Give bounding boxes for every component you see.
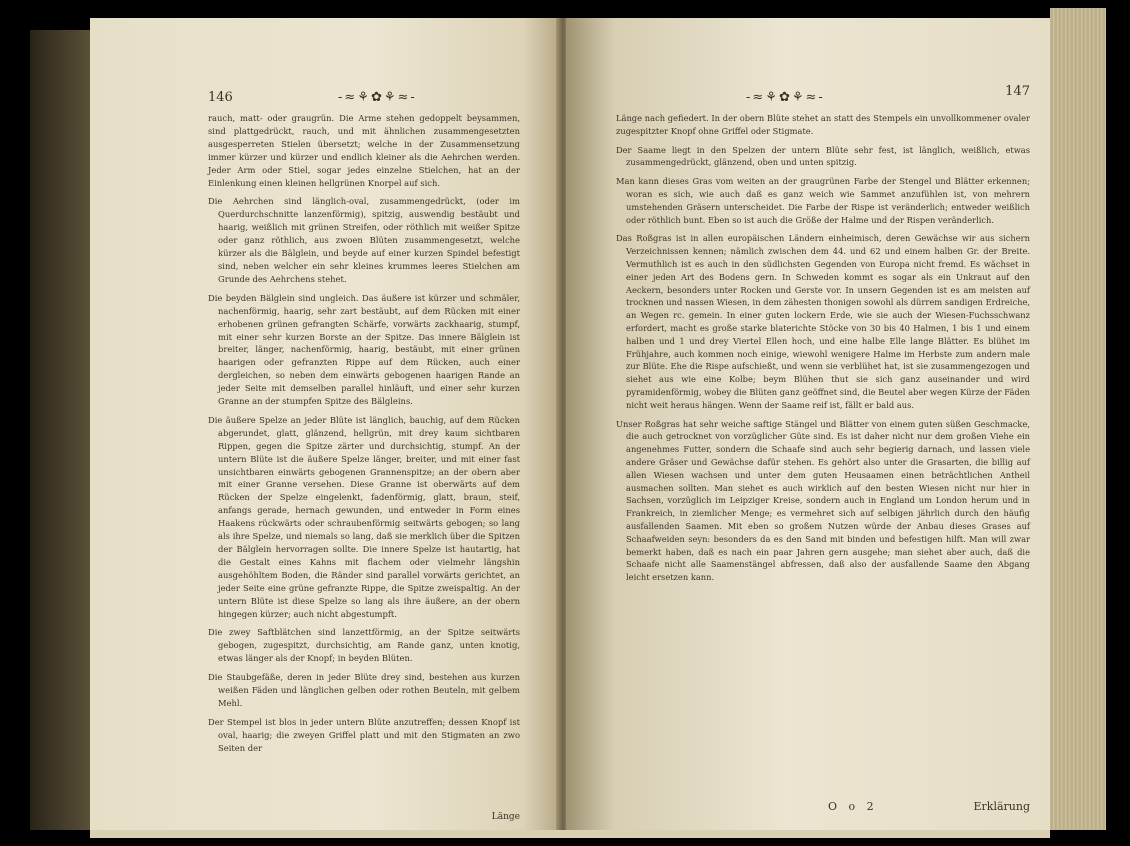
ornament-left: -≈⚘✿⚘≈- [338,90,417,105]
right-paragraph: Das Roßgras ist in allen europäischen Ländern einheimisch, deren Gewächse wir aus sichern Verzeichnissen kennen; nämlich zwischen dem 44. und 62 und einem halben Gr. der Breite. Vermuthlich ist es auch in den südlichsten Gegenden von Europa nicht fremd. Es wächset in einer jeden Art des Bodens gern. In Schweden kommt es sogar als ein Unkraut auf den Aeckern, besonders unter Rocken und Gerste vor. In unsern Gegenden ist es am meisten auf trocknen und nassen Wiesen, in dem zähesten thonigen sowohl als dürrem sandigen Erdreiche, an Wegen rc. gemein. In einer guten lockern Erde, wie sie auch der Wiesen-Fuchsschwanz erfordert, macht es große starke blaterichte Stöcke von 30 bis 40 Halmen, 1 bis 1 und einem halben und 1 und drey Viertel Ellen hoch, und eine halbe Elle lange Blätter. Es blühet im Frühjahre, auch kommen noch einige, wiewohl wenigere Halme im Herbste zum andern male zur Blüte. Ehe die Rispe aufschießt, und wenn sie verblühet hat, ist sie zusammengezogen und siehet aus wie eine Kolbe; beym Blühen thut sie sich ganz auseinander und wird pyramidenförmig, wobey die Blüten ganz geöffnet sind, die Beutel aber wegen Kürze der Fäden nicht weit heraus hängen. Wenn der Saame reif ist, fällt er bald aus. [616,233,1030,410]
right-paragraph: Man kann dieses Gras vom weiten an der graugrünen Farbe der Stengel und Blätter erkennen; woran es sich, wie auch daß es ganz weich wie Sammet anzufühlen ist, von mehrern umstehenden Gräsern unterscheidet. Die Farbe der Rispe ist veränderlich; entweder weißlich oder röthlich bunt. Eben so ist auch die Größe der Halme und der Rispen veränderlich. [616,176,1030,225]
ornament-right: -≈⚘✿⚘≈- [746,90,825,105]
right-page [566,18,1050,830]
right-text-body [616,112,1030,584]
page-number-left: 146 [208,90,233,105]
left-paragraph: Die zwey Saftblätchen sind lanzettförmig, an der Spitze seitwärts gebogen, zugespitzt, durchsichtig, am Rande ganz, unten knotig, etwas länger als der Knopf; in beyden Blüten. [208,627,520,664]
left-text-body [208,112,520,755]
left-running-head [208,90,520,112]
page-number-right: 147 [1005,84,1030,99]
left-page [90,18,560,830]
left-paragraph: Die Aehrchen sind länglich-oval, zusammengedrückt, (oder im Querdurchschnitte lanzenförmig), spitzig, auswendig bestäubt und haarig, weißlich mit grünen Streifen, oder röthlich mit weißer Spitze oder ganz röthlich, aus zwoen Blüten zusammengesetzt, welche kürzer als die Bälglein, und beyde auf einer kurzen Spindel befestigt sind, neben welcher ein sehr kleines krummes leeres Stielchen am Grunde des Aehrchens stehet. [208,196,520,284]
book-right-edge [1050,8,1106,830]
right-paragraph: Der Saame liegt in den Spelzen der untern Blüte sehr fest, ist länglich, weißlich, etwas zusammengedrückt, glänzend, oben und unten spitzig. [616,144,1030,168]
left-paragraph: Die beyden Bälglein sind ungleich. Das äußere ist kürzer und schmäler, nachenförmig, haarig, sehr zart bestäubt, auf dem Rücken mit einer erhobenen grünen gefrangten Schärfe, vorwärts zackhaarig, stumpf, mit einer sehr kurzen Borste an der Spitze. Das innere Bälglein ist breiter, länger, nachenförmig, haarig, bestäubt, mit einer grünen haarigen oder gefranzten Rippe auf dem Rücken, auch einer dergleichen, so neben dem einwärts gebogenen haarigen Rande an jeder Seite mit demselben parallel hinläuft, und einer sehr kurzen Granne an der stumpfen Spitze des Bälgleins. [208,292,520,407]
left-paragraph: Der Stempel ist blos in jeder untern Blüte anzutreffen; dessen Knopf ist oval, haarig; die zweyen Griffel platt und mit den Stigmaten an zwo Seiten der [208,716,520,753]
right-running-head [616,84,1030,112]
right-paragraph: Unser Roßgras hat sehr weiche saftige Stängel und Blätter von einem guten süßen Geschmacke, die auch getrocknet von vorzüglicher Güte sind. Es ist daher nicht nur dem großen Viehe ein angenehmes Futter, sondern die Schaafe sind auch sehr begierig darnach, und lassen viele andere Gräser und Gewächse dafür stehen. Es gehört also unter die Grasarten, die billig auf allen Wiesen wachsen und unter dem guten Heusaamen einen beträchtlichen Antheil ausmachen sollten. Man siehet es auch wirklich auf den besten Wiesen nicht nur hier in Sachsen, vorzüglich im Leipziger Kreise, sondern auch in England um London herum und in Frankreich, in ziemlicher Menge; es vermehret sich auf selbigen jährlich durch den häufig ausfallenden Saamen. Mit eben so großem Nutzen würde der Anbau dieses Grases auf Schaafweiden seyn: besonders da es den Sand mit binden und befestigen hilft. Man will zwar bemerkt haben, daß es nach ein paar Jahren gern ausgehe; man siehet aber auch, daß die Schaafe nicht alle Saamenstängel abfressen, daß also der ausfallende Saame den Abgang leicht ersetzen kann. [616,418,1030,583]
left-paragraph: Die Staubgefäße, deren in jeder Blüte drey sind, bestehen aus kurzen weißen Fäden und länglichen gelben oder rothen Beuteln, mit gelbem Mehl. [208,672,520,708]
catchword-right: Erklärung [973,800,1030,813]
signature-mark: O o 2 [828,800,878,813]
open-book [90,18,1050,838]
right-paragraph: Länge nach gefiedert. In der obern Blüte stehet an statt des Stempels ein unvollkommener ovaler zugespitzter Knopf ohne Griffel oder Stigmate. [616,113,1030,136]
right-page-footer [828,800,1030,816]
catchword-left: Länge [491,812,520,822]
left-paragraph: Die äußere Spelze an jeder Blüte ist länglich, bauchig, auf dem Rücken abgerundet, glatt, glänzend, hellgrün, mit drey kaum sichtbaren Rippen, gegen die Spitze zärter und durchsichtig, stumpf. An der untern Blüte ist die äußere Spelze länger, breiter, und mit einer fast unsichtbaren einwärts gebogenen Grannenspitze; an der obern aber mit einer Granne versehen. Diese Granne ist oberwärts auf dem Rücken der Spelze eingelenkt, fadenförmig, glatt, braun, steif, anfangs gerade, hernach gewunden, und entweder in Form eines Haakens rückwärts oder schraubenförmig seitwärts gebogen; so lang als ihre Spelze, und niemals so lang, daß sie merklich über die Spitzen der Bälglein hervorragen sollte. Die innere Spelze ist hautartig, hat die Gestalt eines Kahns mit flachem oder vielmehr längshin ausgehöhltem Boden, die Ränder sind parallel vorwärts gerichtet, an jeder Seite eine grüne gefranzte Rippe, die Spitze zweispaltig. An der untern Blüte ist diese Spelze so lang als ihre äußere, an der obern hingegen kürzer; auch nicht abgestumpft. [208,414,520,619]
book-left-edge [30,30,90,830]
left-paragraph: rauch, matt- oder graugrün. Die Arme stehen gedoppelt beysammen, sind plattgedrückt, rauch, und mit ähnlichen zusammengesetzten ausgesperreten Stielen übersetzt; welche in der Zusammensetzung immer kürzer und kürzer und endlich kleiner als die Aehrchen werden. Jeder Arm oder Stiel, sogar jedes einzelne Stielchen, hat an der Einlenkung einen kleinen hellgrünen Knorpel auf sich. [208,113,520,188]
